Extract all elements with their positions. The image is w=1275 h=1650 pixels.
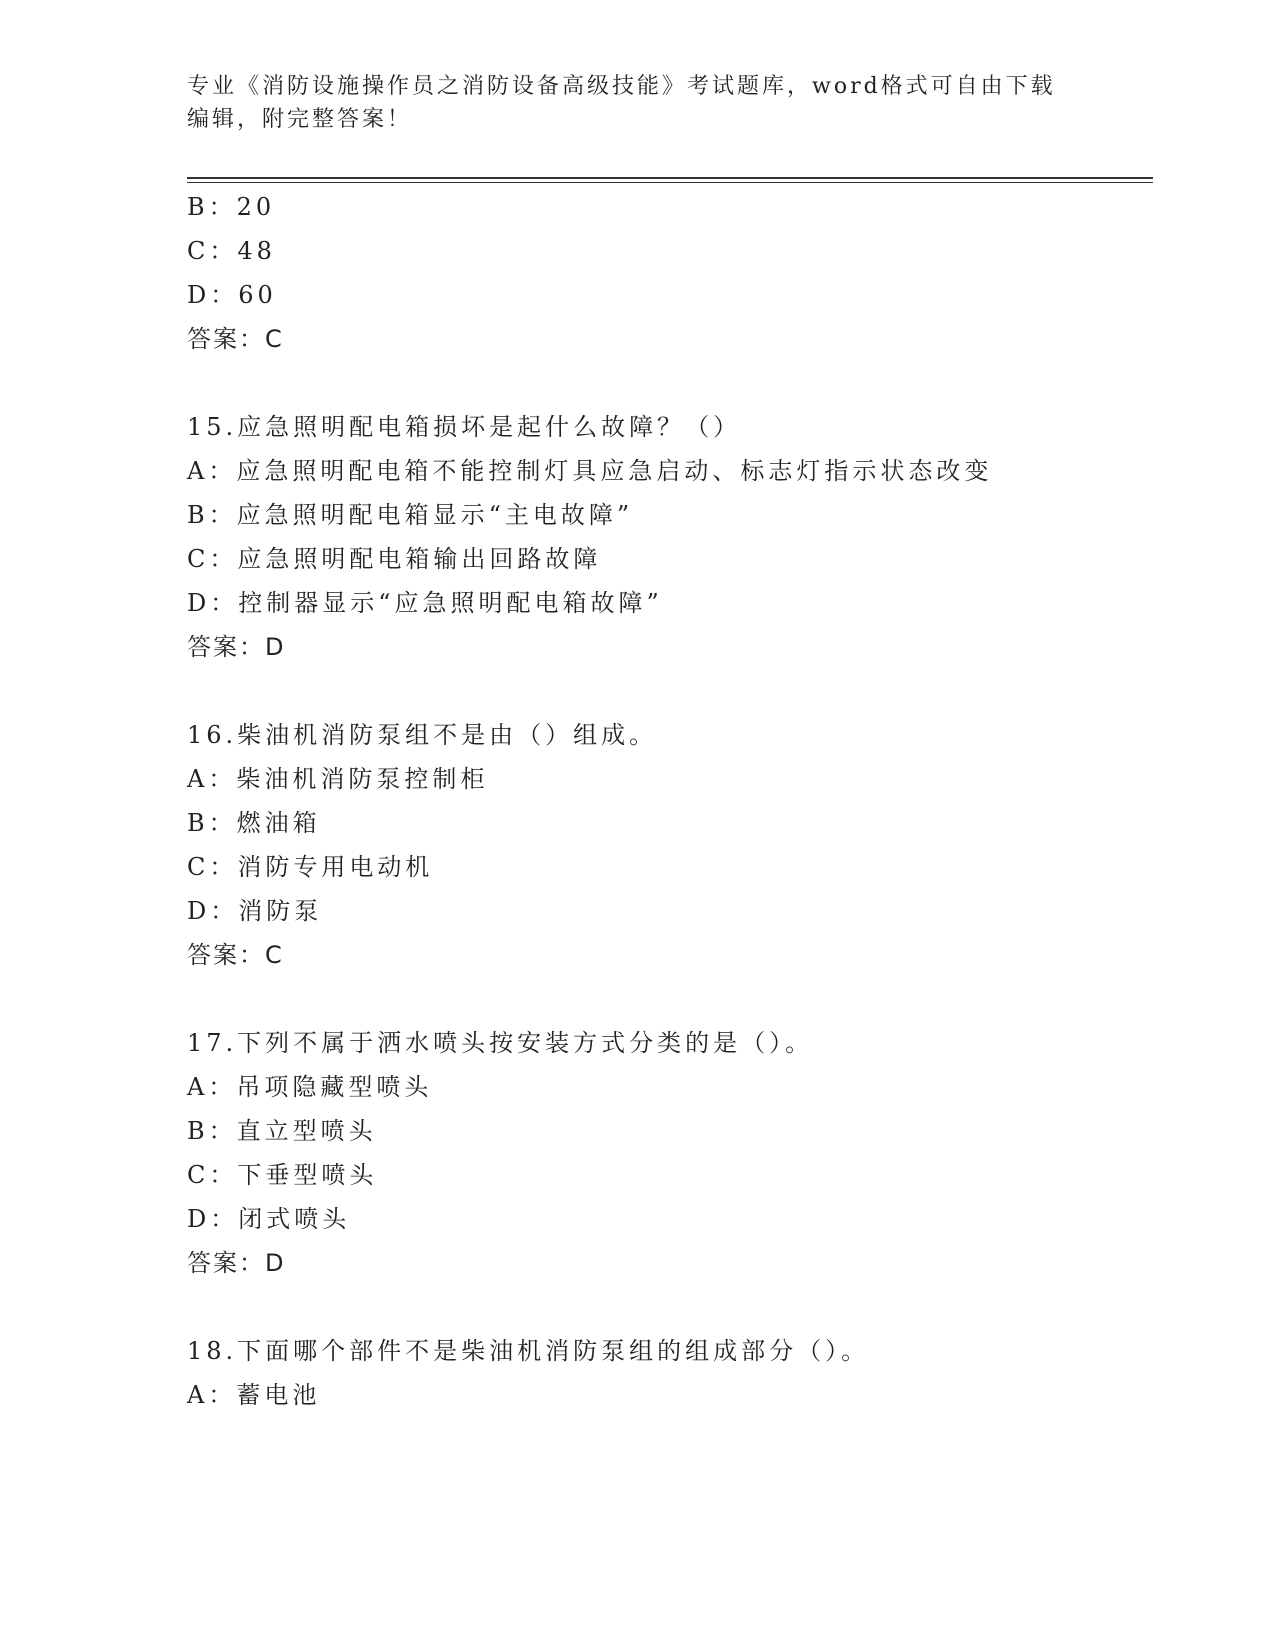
question-17-stem: 17.下列不属于洒水喷头按安装方式分类的是（）。 <box>187 1029 814 1057</box>
document-header: 专业《消防设施操作员之消防设备高级技能》考试题库，word格式可自由下载编辑，附完整答案！ <box>187 74 1056 132</box>
question-17-answer: 答案：D <box>187 1249 286 1277</box>
option-d: D：60 <box>187 281 277 309</box>
option-b: B：20 <box>187 193 276 221</box>
header-divider-thick <box>187 177 1153 179</box>
question-17-option-a: A：吊项隐藏型喷头 <box>187 1073 433 1101</box>
question-16-option-d: D：消防泵 <box>187 897 323 925</box>
question-15-option-b: B：应急照明配电箱显示“主电故障” <box>187 501 634 529</box>
header-divider-thin <box>187 182 1153 183</box>
question-16-option-b: B：燃油箱 <box>187 809 321 837</box>
answer-line: 答案：C <box>187 325 284 353</box>
question-16-stem: 16.柴油机消防泵组不是由（）组成。 <box>187 721 658 749</box>
question-16-option-a: A：柴油机消防泵控制柜 <box>187 765 489 793</box>
question-15-stem: 15.应急照明配电箱损坏是起什么故障？（） <box>187 413 742 441</box>
question-16-option-c: C：消防专用电动机 <box>187 853 434 881</box>
question-15-option-d: D：控制器显示“应急照明配电箱故障” <box>187 589 663 617</box>
question-15-option-c: C：应急照明配电箱输出回路故障 <box>187 545 602 573</box>
question-18-stem: 18.下面哪个部件不是柴油机消防泵组的组成部分（）。 <box>187 1337 870 1365</box>
question-15-option-a: A：应急照明配电箱不能控制灯具应急启动、标志灯指示状态改变 <box>187 457 993 485</box>
question-18-option-a: A：蓄电池 <box>187 1381 321 1409</box>
question-15-answer: 答案：D <box>187 633 286 661</box>
question-16-answer: 答案：C <box>187 941 284 969</box>
question-17-option-d: D：闭式喷头 <box>187 1205 351 1233</box>
option-c: C：48 <box>187 237 276 265</box>
question-17-option-c: C：下垂型喷头 <box>187 1161 378 1189</box>
question-17-option-b: B：直立型喷头 <box>187 1117 377 1145</box>
